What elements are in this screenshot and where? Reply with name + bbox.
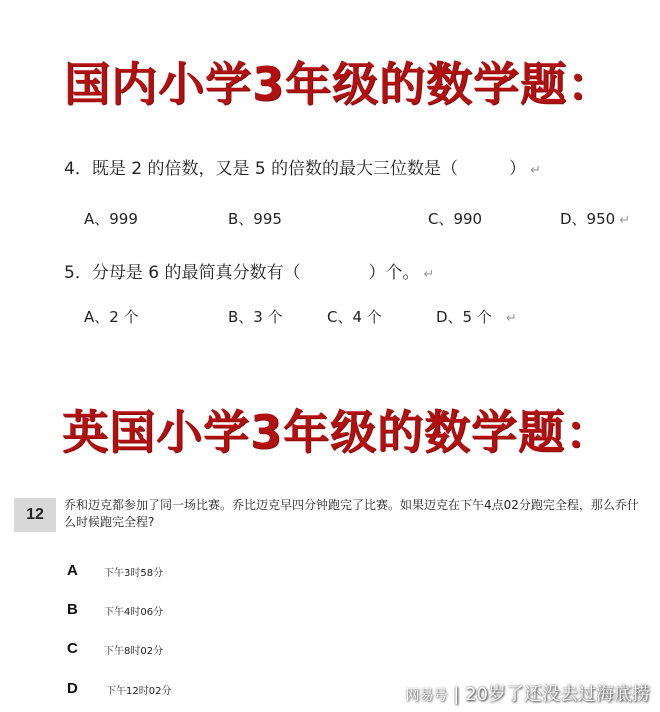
uk-option-d-letter: D [67,680,78,697]
cn-q5-option-b: B、3 个 [228,308,283,326]
cn-q5-option-c: C、4 个 [327,308,382,326]
uk-question-12-text: 乔和迈克都参加了同一场比赛。乔比迈克早四分钟跑完了比赛。如果迈克在下午4点02分跑完全程，那么乔什么时候跑完全程? [64,498,639,529]
cn-q5-option-d-text: D、5 个 [436,308,492,326]
cn-q4-option-d [560,208,630,229]
question-number-badge: 12 [14,498,56,532]
cn-heading: 国内小学3年级的数学题： [64,57,615,111]
uk-option-c-letter: C [67,640,78,657]
cn-q4-option-d-text: D、950 [560,210,616,228]
return-icon: ↵ [505,311,517,326]
cn-q4-option-a: A、999 [84,210,138,228]
return-icon: ↵ [619,213,631,228]
cn-q5-option-d [436,306,517,327]
uk-heading: 英国小学3年级的数学题： [62,405,613,459]
uk-option-b-letter: B [67,601,78,618]
cn-question-5-text: 5．分母是 6 的最简真分数有（ ）个。 [64,263,420,283]
uk-option-c-text: 下午8时02分 [104,646,164,657]
uk-option-d-text: 下午12时02分 [106,686,172,697]
return-icon: ↵ [530,163,541,178]
cn-q4-option-b: B、995 [228,210,282,228]
cn-question-4 [64,154,541,179]
uk-option-b-text: 下午4时06分 [104,607,164,618]
cn-q5-option-a: A、2 个 [84,308,139,326]
uk-option-a-text: 下午3时58分 [104,568,164,579]
watermark-separator: | [453,684,460,705]
return-icon: ↵ [423,267,435,282]
watermark-author: 20岁了还没去过海底捞 [465,684,650,705]
watermark [406,680,650,706]
cn-question-5 [64,258,434,283]
uk-option-a-letter: A [67,562,78,579]
cn-question-4-text: 4．既是 2 的倍数，又是 5 的倍数的最大三位数是（ ） [64,159,527,179]
watermark-brand: 网易号 [405,688,448,704]
cn-q4-option-c: C、990 [428,210,483,228]
